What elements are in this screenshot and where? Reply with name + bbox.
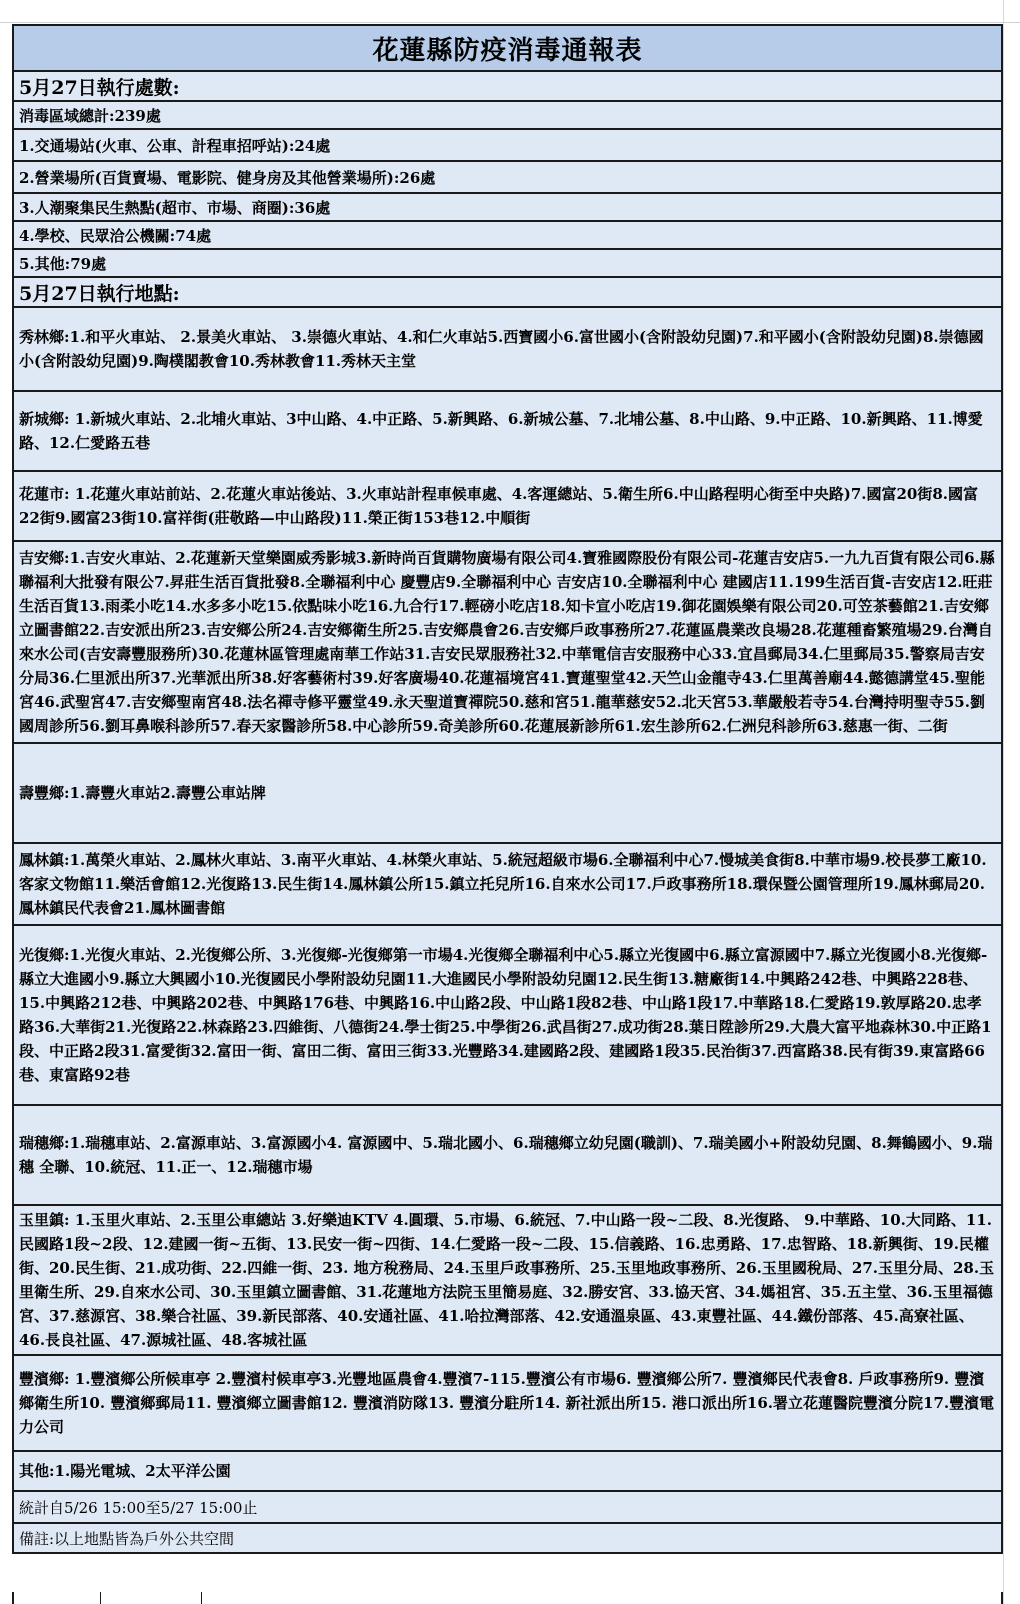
stat-transport: 1.交通場站(火車、公車、計程車招呼站):24處 — [14, 130, 1001, 162]
remark-note: 備註:以上地點皆為戶外公共空間 — [14, 1524, 1001, 1554]
stat-crowd-hotspots: 3.人潮聚集民生熱點(超市、市場、商圈):36處 — [14, 194, 1001, 222]
area-text: 花蓮市: 1.花蓮火車站前站、2.花蓮火車站後站、3.火車站計程車候車處、4.客運總站、5.衛生所6.中山路程明心街至中央路)7.國富20街8.國富22街9.國富23街10.富祥街(莊敬路—中山路段)11.榮正街153巷12.中順街 — [19, 485, 979, 527]
area-row-yuli — [14, 1206, 1001, 1356]
area-text: 豐濱鄉: 1.豐濱鄉公所候車亭 2.豐濱村候車亭3.光豐地區農會4.豐濱7-115.豐濱公有市場6. 豐濱鄉公所7. 豐濱鄉民代表會8. 戶政事務所9. 豐濱鄉衛生所10. 豐濱鄉郵局11. 豐濱鄉立圖書館12. 豐濱消防隊13. 豐濱分駐所14. 新社派出所15. 港口派出所16.署立花蓮醫院豐濱分院17.豐濱電力公司 — [19, 1370, 995, 1436]
cell-divider — [14, 1592, 101, 1604]
viewer-right-edge — [1003, 0, 1004, 1604]
statistics-period: 統計自5/26 15:00至5/27 15:00止 — [14, 1492, 1001, 1524]
area-row-ruisui — [14, 1106, 1001, 1206]
area-row-other — [14, 1452, 1001, 1492]
area-text: 吉安鄉:1.吉安火車站、2.花蓮新天堂樂園威秀影城3.新時尚百貨購物廣場有限公司4.寶雅國際股份有限公司-花蓮吉安店5.一九九百貨有限公司6.縣聯福利大批發有限公7.昇莊生活百貨批發8.全聯福利中心 慶豐店9.全聯福利中心 吉安店10.全聯福利中心 建國店11.199生活百貨-吉安店12.旺莊生活百貨13.雨柔小吃14.水多多小吃15.依點味小吃16.九合行17.輕磅小吃店18.知卡宣小吃店19.御花園娛樂有限公司20.可笠茶藝館21.吉安鄉立圖書館22.吉安派出所23.吉安鄉公所24.吉安鄉衛生所25.吉安鄉農會26.吉安鄉戶政事務所27.花蓮區農業改良場28.花蓮種畜繁殖場29.台灣自來水公司(吉安壽豐服務所)30.花蓮林區管理處南華工作站31.吉安民眾服務社32.中華電信吉安服務中心33.宜昌郵局34.仁里郵局35.警察局吉安分局36.仁里派出所37.光華派出所38.好客藝術村39.好客廣場40.花蓮福境宮41.寶蓮聖堂42.天竺山金龍寺43.仁里萬善廟44.懿德講堂45.聖能宮46.武聖宮47.吉安鄉聖南宮48.法名禪寺修平靈堂49.永天聖道寶禪院50.慈和宮51.龍華慈安52.北天宮53.華嚴般若寺54.台灣持明聖寺55.劉國周診所56.劉耳鼻喉科診所57.春天家醫診所58.中心診所59.奇美診所60.花蓮展新診所61.宏生診所62.仁洲兒科診所63.慈惠一街、二街 — [19, 549, 995, 735]
area-text: 其他:1.陽光電城、2太平洋公園 — [19, 1462, 231, 1480]
next-row-cells — [12, 1592, 1003, 1604]
stat-other: 5.其他:79處 — [14, 250, 1001, 278]
area-text: 壽豐鄉:1.壽豐火車站2.壽豐公車站牌 — [19, 784, 266, 802]
area-text: 鳳林鎮:1.萬榮火車站、2.鳳林火車站、3.南平火車站、4.林榮火車站、5.統冠超級市場6.全聯福利中心7.慢城美食街8.中華市場9.校長夢工廠10.客家文物館11.樂活會館12.光復路13.民生街14.鳳林鎮公所15.鎮立托兒所16.自來水公司17.戶政事務所18.環保暨公園管理所19.鳳林郵局20.鳳林鎮民代表會21.鳳林圖書館 — [19, 851, 987, 917]
report-title: 花蓮縣防疫消毒通報表 — [14, 26, 1001, 72]
stat-schools-offices: 4.學校、民眾洽公機關:74處 — [14, 222, 1001, 250]
viewer-top-bar — [0, 0, 1020, 23]
area-row-hualien-city — [14, 472, 1001, 542]
stat-total: 消毒區域總計:239處 — [14, 102, 1001, 130]
area-row-xincheng — [14, 392, 1001, 472]
area-row-fengbin — [14, 1356, 1001, 1452]
disinfection-report-table — [12, 24, 1003, 1554]
area-text: 瑞穗鄉:1.瑞穗車站、2.富源車站、3.富源國小4. 富源國中、5.瑞北國小、6.瑞穗鄉立幼兒園(職訓)、7.瑞美國小+附設幼兒園、8.舞鶴國小、9.瑞穗 全聯、10.統冠、11.正一、12.瑞穗市場 — [19, 1134, 993, 1176]
stat-business: 2.營業場所(百貨賣場、電影院、健身房及其他營業場所):26處 — [14, 162, 1001, 194]
area-row-guangfu — [14, 926, 1001, 1106]
area-row-jian — [14, 542, 1001, 744]
area-row-fenglin — [14, 844, 1001, 926]
area-text: 玉里鎮: 1.玉里火車站、2.玉里公車總站 3.好樂迪KTV 4.圓環、5.市場、6.統冠、7.中山路一段~二段、8.光復路、 9.中華路、10.大同路、11.民國路1段~2段、12.建國一街~五街、13.民安一街~四街、14.仁愛路一段~二段、15.信義路、16.忠勇路、17.忠智路、18.新興街、19.民權街、20.民生街、21.成功街、22.四維一街、23. 地方稅務局、24.玉里戶政事務所、25.玉里地政事務所、26.玉里國稅局、27.玉里分局、28.玉里衛生所、29.自來水公司、30.玉里鎮立圖書館、31.花蓮地方法院玉里簡易庭、32.勝安宮、33.協天宮、34.媽祖宮、35.五主堂、36.玉里福德宮、37.慈源宮、38.樂合社區、39.新民部落、40.安通社區、41.哈拉灣部落、42.安通溫泉區、43.東豐社區、44.鐵份部落、45.高寮社區、46.長良社區、47.源城社區、48.客城社區 — [19, 1211, 995, 1349]
area-text: 光復鄉:1.光復火車站、2.光復鄉公所、3.光復鄉-光復鄉第一市場4.光復鄉全聯福利中心5.縣立光復國中6.縣立富源國中7.縣立光復國小8.光復鄉-縣立大進國小9.縣立大興國小10.光復國民小學附設幼兒園11.大進國民小學附設幼兒園12.民生街13.糖廠街14.中興路242巷、中興路228巷、15.中興路212巷、中興路202巷、中興路176巷、中興路16.中山路2段、中山路1段82巷、中山路1段17.中華路18.仁愛路19.敦厚路20.忠孝路36.大華街21.光復路22.林森路23.四維街、八德街24.學士街25.中學街26.武昌街27.成功街28.葉日陞診所29.大農大富平地森林30.中正路1段、中正路2段31.富愛街32.富田一街、富田二街、富田三街33.光豐路34.建國路2段、建國路1段35.民治街37.西富路38.民有街39.東富路66巷、東富路92巷 — [19, 946, 992, 1084]
area-row-shoufeng — [14, 744, 1001, 844]
area-text: 秀林鄉:1.和平火車站、 2.景美火車站、 3.崇德火車站、4.和仁火車站5.西寶國小6.富世國小(含附設幼兒園)7.和平國小(含附設幼兒園)8.崇德國小(含附設幼兒園)9.陶樸閣教會10.秀林教會11.秀林天主堂 — [19, 328, 984, 370]
locations-heading: 5月27日執行地點: — [14, 278, 1001, 308]
area-row-xiulin — [14, 308, 1001, 392]
counts-heading: 5月27日執行處數: — [14, 72, 1001, 102]
cell-divider — [101, 1592, 202, 1604]
area-text: 新城鄉: 1.新城火車站、2.北埔火車站、3中山路、4.中正路、5.新興路、6.新城公墓、7.北埔公墓、8.中山路、9.中正路、10.新興路、11.博愛路、12.仁愛路五巷 — [19, 410, 983, 452]
